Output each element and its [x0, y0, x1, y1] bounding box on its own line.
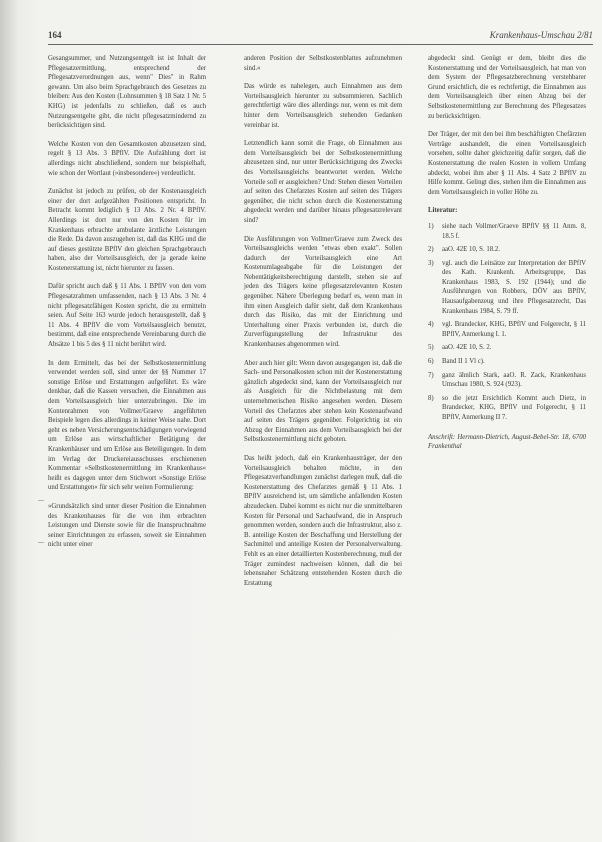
- literature-item: 8) so die jetzt Ersichtlich Kommt auch Dietz, in Brandecker, KHG, BPflV und Folgerecht, § 11 BPflV, Anmerkung II 7.: [428, 394, 586, 421]
- literature-item: 7) ganz ähnlich Stark, aaO. R. Zack, Krankenhaus Umschau 1980, S. 924 (923).: [428, 371, 586, 389]
- paragraph: Das würde es nahelegen, auch Einnahmen aus dem Vorteilsausgleich hierunter zu subsummieren. Sachlich gerechtfertigt wäre dies allerdings nur, wenn es mit dem hinter dem Vorteilsausgleich stehenden Gedanken vereinbar ist.: [244, 83, 402, 129]
- literature-item: 3) vgl. auch die Leitsätze zur Interpretation der BPflV des Kath. Krankenh. Arbeitsgruppe, Das Krankenhaus 1983, S. 192 (1944); und die Ausführungen von Robbers, DÖV aus BPflV, Hausaufgabenzeug und ihre Pflegesatzrecht, Das Krankenhaus 1984, S. 79 ff.: [428, 259, 586, 315]
- paragraph: Aber auch hier gilt: Wenn davon ausgegangen ist, daß die Sach- und Personalkosten schon mit der Kostenerstattung gänzlich abgedeckt sind, kann der Vorteilsausgleich nur als Ausgleich für die Nichtbelastung mit dem unternehmerischen Risiko angesehen werden. Diesem Vorteil des Chefarztes aber stehen kein Kostenaufwand auf seiten des Trägers gegenüber. Folgerichtig ist ein Abzug der Einnahmen aus dem Vorteilsausgleich bei der Selbstkostenermittlung nicht geboten.: [244, 359, 402, 444]
- paragraph: anderen Position der Selbstkostenblattes aufzunehmen sind.«: [244, 55, 402, 72]
- literature-item: 4) vgl. Brandecker, KHG, BPflV und Folgerecht, § 11 BPflV, Anmerkung I. 1.: [428, 321, 586, 338]
- text-column-2: [244, 54, 402, 597]
- literature-item: 2) aaO. 42E 10, S. 18.2.: [428, 246, 500, 254]
- paragraph: Welche Kosten von den Gesamtkosten abzusetzen sind, regelt § 13 Abs. 3 BPflV. Die Aufzählung dort ist allerdings nicht abschließend, sondern nur beispielhaft, wie schon der Wortlaut (»insbesondere«) verdeutlicht.: [48, 140, 206, 177]
- literature-title: Literatur:: [428, 207, 458, 215]
- page-header: [48, 30, 593, 44]
- margin-mark: —: [38, 540, 44, 546]
- paragraph: Die Ausführungen von Vollmer/Graeve zum Zweck des Vorteilsausgleichs werden "etwas eben exakt". Sollen dadurch der Vorteilsausgleich eine Art Kostenumlageabgabe für die Leistungen der Nebentätigkeitsberechtigung darstellt, stehen sie auf jeden des Trägers keine pflegesatzrelevanten Kosten gegenüber. Nähere Überlegung bedarf es, wenn man in ihm einen Ausgleich dafür sieht, daß dem Krankenhaus durch das Risiko, das mit der Einrichtung und Unterhaltung einer Praxis verbunden ist, durch die Zurverfügungstellung der Infrastruktur des Krankenhauses abgenommen wird.: [244, 235, 402, 349]
- literature-item: 6) Band II 1 Vl c).: [428, 358, 485, 366]
- literature-item: 1) siehe nach Vollmer/Graeve BPflV §§ 11 Anm. 8, 18.5 f.: [428, 222, 586, 240]
- paragraph: Zunächst ist jedoch zu prüfen, ob der Kostenausgleich einer der dort aufgezählten Positionen entspricht. In Betracht kommt lediglich § 13 Abs. 2 Nr. 4 BPflV. Allerdings ist dort nur von den Kosten für im Krankenhaus erbrachte ambulante ärztliche Leistungen die Rede. Da davon auszugehen ist, daß das KHG und die auf dieses gestützte BPflV den gleichen Sprachgebrauch haben, also der Vorteilsausgleich, der ja gerade keine Kostenerstattung ist, nicht hierunter zu fassen.: [48, 188, 206, 272]
- author-address: Anschrift: Hermann-Dietrich, August-Bebel-Str. 18, 6700 Frankenthal: [428, 433, 586, 451]
- literature-list: [428, 222, 586, 423]
- paragraph: Letztendlich kann somit die Frage, ob Einnahmen aus dem Vorteilsausgleich bei der Selbstkostenermittlung abzusetzen sind, nur unter Berücksichtigung des Zwecks des Vorteilsausgleichs beantwortet werden. Welche Vorteile soll er ausgleichen? Und: Stehen diesen Vorteilen auf seiten des Chefarztes Kosten auf seiten des Trägers gegenüber, die nicht schon durch die Kostenerstattung abgedeckt werden und darüber hinaus pflegesatzrelevant sind?: [244, 140, 402, 224]
- page-number: 164: [48, 30, 62, 40]
- paragraph: In dem Ermittelt, das bei der Selbstkostenermittlung verwendet werden soll, sind unter der §§ Nummer 17 sonstige Erlöse und Erstattungen aufgeführt. Es wäre denkbar, daß die Kassen versuchen, die Einnahmen aus dem Vorteilsausgleich hier unterzubringen. Die im Kontenrahmen von Vollmer/Graeve angeführten Beispiele legen dies allerdings in keiner Weise nahe. Dort geht es neben Versicherungsentschädigungen vorwiegend um Erlöse aus wirtschaftlicher Betätigung der Krankenhäuser und um Erlöse aus Beteiligungen. In dem im Verlag der Druckereiausschusses erschienenen Kommentar »Selbstkostenermittlung im Krankenhaus« heißt es dagegen unter dem Stichwort »Sonstige Erlöse und Erstattungen« für sich sehr weiten Formulierung:: [48, 359, 206, 492]
- margin-mark: —: [38, 498, 44, 504]
- paragraph: Das heißt jedoch, daß ein Krankenhausträger, der den Vorteilsausgleich behalten möchte, in den Pflegesatzverhandlungen zunächst darlegen muß, daß die Kostenerstattung des Chefarztes gemäß § 11 Abs. 1 BPflV ausreichend ist, um sämtliche anfallenden Kosten abzudecken. Dabei kommt es nicht nur die unmittelbaren Kosten für Personal und Sachaufwand, die in Anspruch genommen werden, sondern auch die Infrastruktur, also z. B. anteilige Kosten der Beschaffung und Herstellung der Sachmittel und anteilige Kosten der Personalverwaltung. Fehlt es an einer detaillierten Kostenberechnung, muß der Träger zumindest nachweisen können, daß die bei lebensnaher Schätzung entstehenden Kosten durch die Erstattung: [244, 454, 402, 587]
- literature-item: 5) aaO. 42E 10, S. 2.: [428, 344, 492, 352]
- paragraph: »Grundsätzlich sind unter dieser Position die Einnahmen des Krankenhauses für die von ihm erbrachten Leistungen und Dienste sowie für die Inanspruchnahme seiner Einrichtungen zu erfassen, soweit sie Einnahmen nicht unter einer: [48, 502, 206, 549]
- header-rule: [48, 44, 593, 45]
- paragraph: Dafür spricht auch daß § 11 Abs. 1 BPflV von den vom Pflegesatzrahmen umfassenden, nach § 13 Abs. 3 Nr. 4 nicht pflegesatzfähigen Kosten spricht, die zu ermitteln seien. Auf Seite 163 wurde jedoch herausgestellt, daß § 11 Abs. 4 BPflV die vom Vorteilsausgleich benutzt, bestimmt, daß eine entsprechende Vereinbarung durch die Absätze 1 bis 5 des § 11 nicht berührt wird.: [48, 283, 206, 349]
- text-column-3: [428, 54, 586, 452]
- text-column-1: [48, 54, 206, 559]
- paragraph: abgedeckt sind. Genügt er dem, bleibt dies die Kostenerstattung und der Vorteilsausgleich, hat man von dem System der Pflegesatzberechnung verstehbarer Grund ersichtlich, die es rechtfertigt, die Einnahmen aus dem Vorteilsausgleich über einen Abzug bei der Selbstkostenermittlung zur Berechnung des Pflegesatzes zu berücksichtigen.: [428, 55, 586, 120]
- paragraph: Gesangsummer, und Nutzungsentgelt ist ist Inhalt der Pflegesatzermittlung, entsprechend der Pflegesatzverordnungen aus, wenn" Dies" in Rahm gewann. Um also beim Sprachgebrauch des Gesetzes zu bleiben: Aus den Kosten (Lohnsummen § 18 Satz 1 Nr. 5 KHG) ist jedenfalls zu schließen, daß es auch Nutzungsentgelte gibt, die nicht pflegesatzmindernd zu berücksichtigen sind.: [48, 55, 206, 130]
- running-title: Krankenhaus-Umschau 2/81: [489, 30, 593, 40]
- paragraph: Der Träger, der mit den bei ihm beschäftigten Chefärzten Verträge aushandelt, die einen Vorteilsausgleich vorsehen, sollte daher gleichzeitig dafür sorgen, daß die Kostenerstattung die realen Kosten in vollem Umfang abdeckt, wobei ihm aber § 11 Abs. 4 Satz 2 BPflV zu Hilfe kommt. Gelingt dies, stehen ihm die Einnahmen aus dem Vorteilsausgleich in voller Höhe zu.: [428, 131, 586, 196]
